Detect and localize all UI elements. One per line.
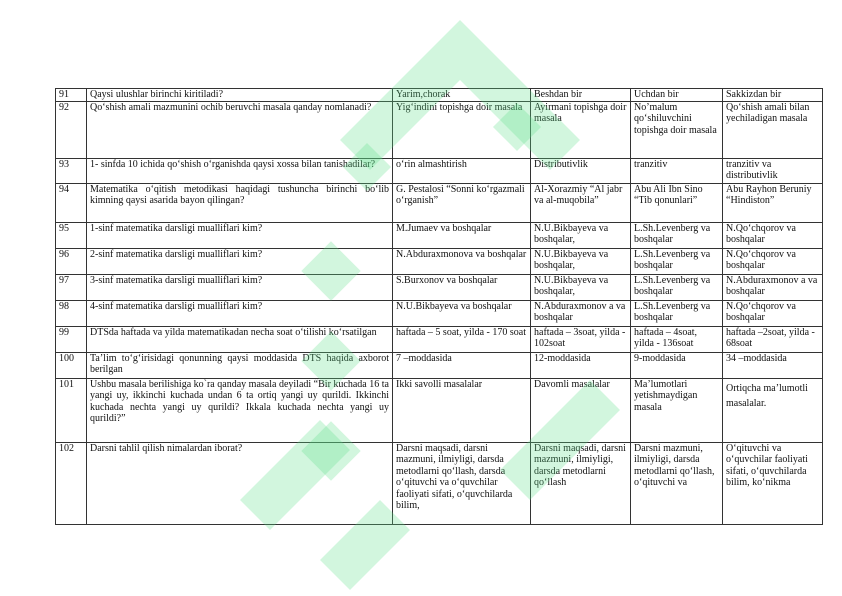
answer-d: 34 –moddasida bbox=[723, 352, 823, 378]
table-row bbox=[56, 352, 823, 378]
answer-d: O‘qituvchi va o‘quvchilar faoliyati sifati, o‘quvchilarda bilim, ko‘nikma bbox=[723, 442, 823, 524]
question-text: Qaysi ulushlar birinchi kiritiladi? bbox=[87, 89, 393, 102]
answer-b: N.Abduraxmonov a va boshqalar bbox=[531, 300, 631, 326]
answer-b: 12-moddasida bbox=[531, 352, 631, 378]
table-row bbox=[56, 326, 823, 352]
answer-d: Sakkizdan bir bbox=[723, 89, 823, 102]
row-number: 102 bbox=[56, 442, 87, 524]
answer-c: L.Sh.Levenberg va boshqalar bbox=[631, 222, 723, 248]
answer-c: Darsni mazmuni, ilmiyligi, darsda metodlarni qo‘llash, o‘qituvchi va bbox=[631, 442, 723, 524]
answer-d: N.Abduraxmonov a va boshqalar bbox=[723, 274, 823, 300]
row-number: 101 bbox=[56, 378, 87, 442]
row-number: 94 bbox=[56, 183, 87, 222]
answer-a: 7 –moddasida bbox=[393, 352, 531, 378]
answer-b: Distributivlik bbox=[531, 158, 631, 183]
answer-b: haftada – 3soat, yilda - 102soat bbox=[531, 326, 631, 352]
row-number: 91 bbox=[56, 89, 87, 102]
answer-a: Yarim,chorak bbox=[393, 89, 531, 102]
table-row bbox=[56, 378, 823, 442]
question-text: 1-sinf matematika darsligi mualliflari kim? bbox=[87, 222, 393, 248]
answer-c: haftada – 4soat, yilda - 136soat bbox=[631, 326, 723, 352]
table-row bbox=[56, 274, 823, 300]
answer-b: N.U.Bikbayeva va boshqalar, bbox=[531, 248, 631, 274]
row-number: 100 bbox=[56, 352, 87, 378]
answer-a: G. Pestalosi “Sonni ko‘rgazmali o‘rganish” bbox=[393, 183, 531, 222]
answer-c: 9-moddasida bbox=[631, 352, 723, 378]
answer-b: Al-Xorazmiy “Al jabr va al-muqobila” bbox=[531, 183, 631, 222]
question-text: 4-sinf matematika darsligi mualliflari kim? bbox=[87, 300, 393, 326]
answer-d: haftada –2soat, yilda - 68soat bbox=[723, 326, 823, 352]
row-number: 99 bbox=[56, 326, 87, 352]
answer-c: tranzitiv bbox=[631, 158, 723, 183]
answer-d: N.Qo‘chqorov va boshqalar bbox=[723, 248, 823, 274]
answer-a: o‘rin almashtirish bbox=[393, 158, 531, 183]
question-text: Ushbu masala berilishiga ko`ra qanday masala deyiladi “Bir kuchada 16 ta yangi uy, ikkinchi kuchada undan 6 ta ortiq yangi uy qurildi. Ikkinchi kuchada nechta yangi uy qurildi? Ikkala kuchada nechta yangi uy qurildi?” bbox=[87, 378, 393, 442]
answer-a: S.Burxonov va boshqalar bbox=[393, 274, 531, 300]
answer-c: L.Sh.Levenberg va boshqalar bbox=[631, 274, 723, 300]
answer-b: Beshdan bir bbox=[531, 89, 631, 102]
answer-c: L.Sh.Levenberg va boshqalar bbox=[631, 300, 723, 326]
table-row bbox=[56, 89, 823, 102]
question-text: Qo‘shish amali mazmunini ochib beruvchi masala qanday nomlanadi? bbox=[87, 101, 393, 158]
row-number: 95 bbox=[56, 222, 87, 248]
row-number: 96 bbox=[56, 248, 87, 274]
table-row bbox=[56, 101, 823, 158]
answer-d: tranzitiv va distributivlik bbox=[723, 158, 823, 183]
answer-c: L.Sh.Levenberg va boshqalar bbox=[631, 248, 723, 274]
answer-b: N.U.Bikbayeva va boshqalar, bbox=[531, 274, 631, 300]
answer-c: Uchdan bir bbox=[631, 89, 723, 102]
answer-d: Ortiqcha ma’lumotli masalalar. bbox=[723, 378, 823, 442]
answer-b: Ayirmani topishga doir masala bbox=[531, 101, 631, 158]
answer-a: Darsni maqsadi, darsni mazmuni, ilmiyligi, darsda metodlarni qo‘llash, darsda o‘qituvchi va o‘quvchilar faoliyati sifati, o‘quvchilarda bilim, bbox=[393, 442, 531, 524]
row-number: 93 bbox=[56, 158, 87, 183]
answer-c: Abu Ali Ibn Sino “Tib qonunlari” bbox=[631, 183, 723, 222]
answer-d: Abu Rayhon Beruniy “Hindiston” bbox=[723, 183, 823, 222]
answer-a: Yig‘indini topishga doir masala bbox=[393, 101, 531, 158]
answer-a: Ikki savolli masalalar bbox=[393, 378, 531, 442]
answer-d: Qo‘shish amali bilan yechiladigan masala bbox=[723, 101, 823, 158]
answer-b: N.U.Bikbayeva va boshqalar, bbox=[531, 222, 631, 248]
question-text: DTSda haftada va yilda matematikadan necha soat o‘tilishi ko‘rsatilgan bbox=[87, 326, 393, 352]
answer-a: M.Jumaev va boshqalar bbox=[393, 222, 531, 248]
question-text: 2-sinf matematika darsligi mualliflari kim? bbox=[87, 248, 393, 274]
answer-a: N.U.Bikbayeva va boshqalar bbox=[393, 300, 531, 326]
question-text: Matematika o‘qitish metodikasi haqidagi tushuncha birinchi bo‘lib kimning qaysi asarida bayon qilingan? bbox=[87, 183, 393, 222]
answer-d: N.Qo‘chqorov va boshqalar bbox=[723, 300, 823, 326]
table-row bbox=[56, 300, 823, 326]
answer-a: N.Abduraxmonova va boshqalar bbox=[393, 248, 531, 274]
row-number: 98 bbox=[56, 300, 87, 326]
question-text: Darsni tahlil qilish nimalardan iborat? bbox=[87, 442, 393, 524]
table-row bbox=[56, 442, 823, 524]
answer-d: N.Qo‘chqorov va boshqalar bbox=[723, 222, 823, 248]
row-number: 97 bbox=[56, 274, 87, 300]
answer-c: Ma’lumotlari yetishmaydigan masala bbox=[631, 378, 723, 442]
answer-c: No’malum qo‘shiluvchini topishga doir masala bbox=[631, 101, 723, 158]
question-text: Ta’lim to‘g‘irisidagi qonunning qaysi moddasida DTS haqida axborot berilgan bbox=[87, 352, 393, 378]
row-number: 92 bbox=[56, 101, 87, 158]
answer-b: Davomli masalalar bbox=[531, 378, 631, 442]
table-row bbox=[56, 248, 823, 274]
table-row bbox=[56, 183, 823, 222]
question-text: 1- sinfda 10 ichida qo‘shish o‘rganishda qaysi xossa bilan tanishadilar? bbox=[87, 158, 393, 183]
table-row bbox=[56, 222, 823, 248]
table-row bbox=[56, 158, 823, 183]
answer-a: haftada – 5 soat, yilda - 170 soat bbox=[393, 326, 531, 352]
answer-b: Darsni maqsadi, darsni mazmuni, ilmiyligi, darsda metodlarni qo‘llash bbox=[531, 442, 631, 524]
questions-table bbox=[55, 88, 823, 525]
question-text: 3-sinf matematika darsligi mualliflari kim? bbox=[87, 274, 393, 300]
